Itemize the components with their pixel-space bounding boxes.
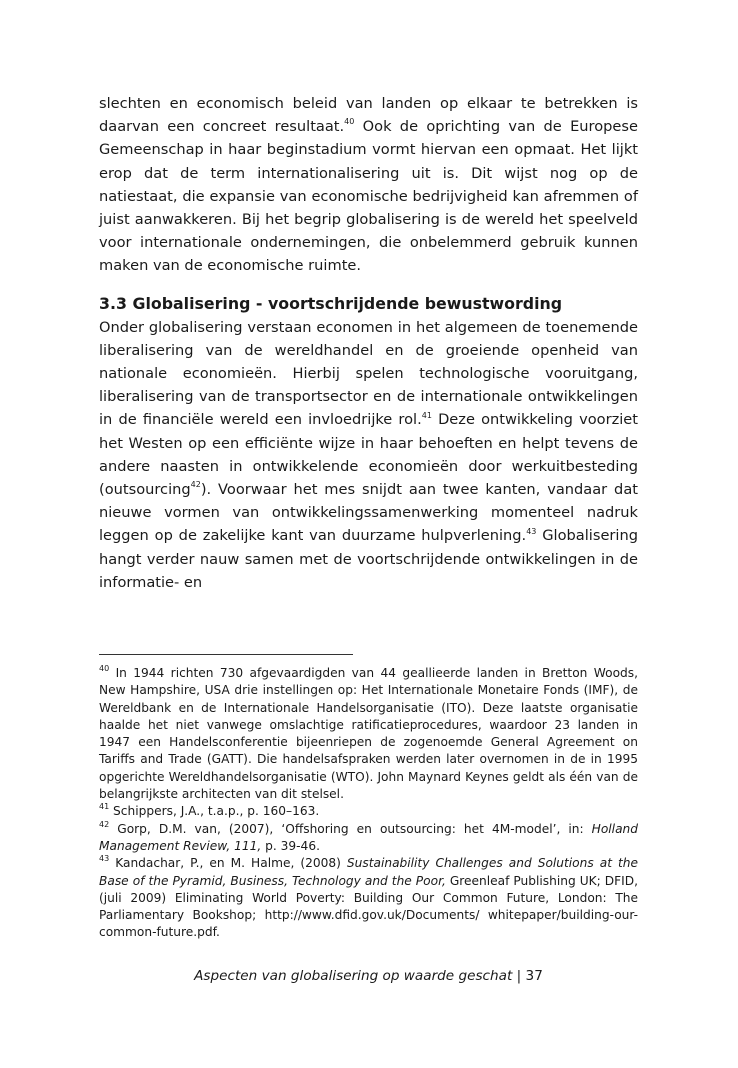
footnote-40: $^{40}$ In 1944 richten 730 afgevaardigden van 44 geallieerde landen in Bretton Woods, New Hampshire, USA drie instellingen op: Het Internationale Monetaire Fonds (IMF), de Wereldbank en de Internationale Handelsorganisatie (ITO). Deze laatste organisatie haalde het niet vanwege omslachtige ratificatieprocedures, waardoor 23 landen in 1947 een Handelsconferentie bijeenriepen de zogenoemde General Agreement on Tariffs and Trade (GATT). Die handelsafspraken werden later overnomen in de in 1995 opgerichte Wereldhandelsorganisatie (WTO). John Maynard Keynes geldt als één van de belangrijkste architecten van dit stelsel. bbox=[99, 663, 638, 802]
footnote-ref-42[interactable]: 42 bbox=[190, 480, 201, 490]
page-body bbox=[99, 92, 638, 594]
section-paragraph: Onder globalisering verstaan economen in het algemeen de toenemende liberalisering van de wereldhandel en de groeiende openheid van nationale economieën. Hierbij spelen technologische vooruitgang, liberalisering van de transportsector en de internationale ontwikkelingen in de financiële wereld een invloedrijke rol.$^{41}$ Deze ontwikkeling voorziet het Westen op een efficiënte wijze in haar behoeften en helpt tevens de andere naasten in ontwikkelende economieën door werkuitbesteding (outsourcing$^{42}$). Voorwaar het mes snijdt aan twee kanten, vandaar dat nieuwe vormen van ontwikkelingssamenwerking momenteel nadruk leggen op de zakelijke kant van duurzame hulpverlening.$^{43}$ Globalisering hangt verder nauw samen met de voortschrijdende ontwikkelingen in de informatie- en bbox=[99, 318, 638, 591]
footnote-42: $^{42}$ Gorp, D.M. van, (2007), ‘Offshoring en outsourcing: het 4M-model’, in: Holland Management Review, 111, p. 39-46. bbox=[99, 819, 638, 853]
footer-separator: | bbox=[512, 968, 526, 984]
section-heading: 3.3 Globalisering - voortschrijdende bewustwording bbox=[99, 293, 563, 313]
footnote-41: $^{41}$ Schippers, J.A., t.a.p., p. 160–163. bbox=[99, 802, 320, 819]
footer-title: Aspecten van globalisering op waarde geschat bbox=[194, 968, 513, 984]
footnote-ref-43[interactable]: 43 bbox=[526, 526, 537, 536]
footnote-ref-40[interactable]: 40 bbox=[344, 117, 355, 127]
footnote-ref-41[interactable]: 41 bbox=[421, 410, 432, 420]
page-footer bbox=[99, 966, 638, 986]
footnotes bbox=[99, 654, 638, 942]
intro-paragraph: slechten en economisch beleid van landen op elkaar te betrekken is daarvan een concreet resultaat.$^{40}$ Ook de oprichting van de Europese Gemeenschap in haar beginstadium vormt hiervan een opmaat. Het lijkt erop dat de term internationalisering uit is. Dit wijst nog op de natiestaat, die expansie van economische bedrijvigheid kan afremmen of juist aanwakkeren. Bij het begrip globalisering is de wereld het speelveld voor internationale ondernemingen, die onbelemmerd gebruik kunnen maken van de economische ruimte. bbox=[99, 95, 638, 275]
page-number: 37 bbox=[525, 968, 543, 984]
footnote-divider bbox=[99, 654, 353, 655]
footnote-43: $^{43}$ Kandachar, P., en M. Halme, (2008) Sustainability Challenges and Solutions at the Base of the Pyramid, Business, Technology and the Poor, Greenleaf Publishing UK; DFID, (juli 2009) Eliminating World Poverty: Building Our Common Future, London: The Parliamentary Bookshop; http://www.dfid.gov.uk/Documents/ whitepaper/building-our-common-future.pdf. bbox=[99, 854, 638, 940]
